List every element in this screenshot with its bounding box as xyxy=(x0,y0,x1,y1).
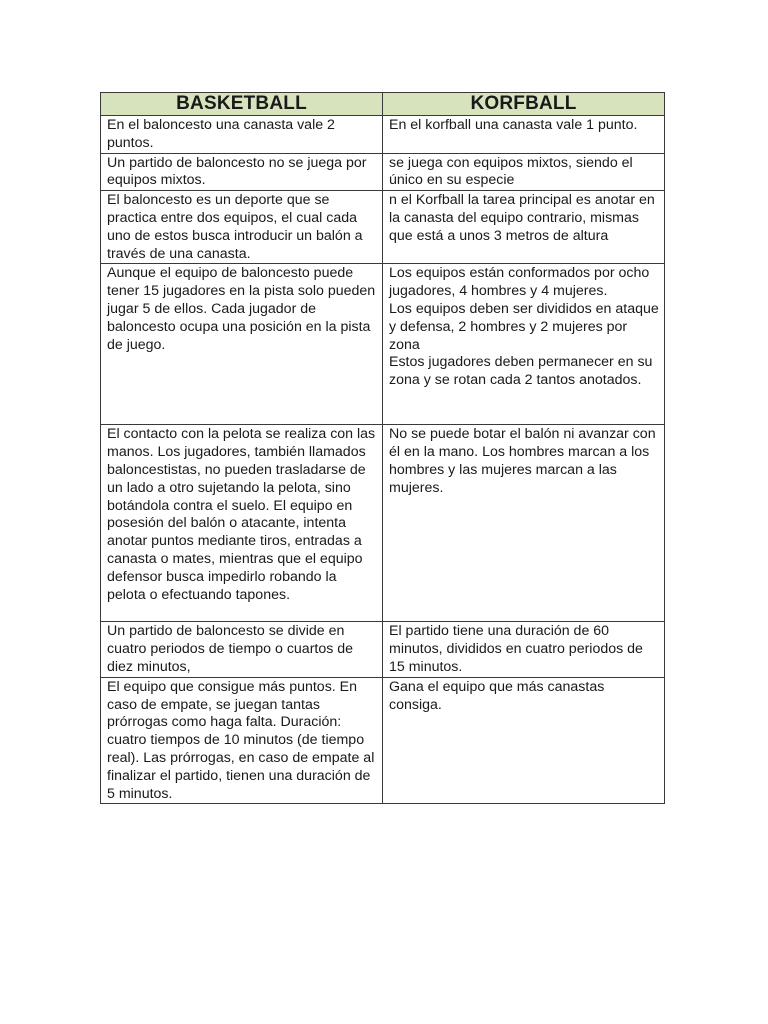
table-row xyxy=(101,622,665,677)
table-row xyxy=(101,191,665,264)
korfball-cell: No se puede botar el balón ni avanzar con él en la mano. Los hombres marcan a los hombres y las mujeres marcan a las mujeres. xyxy=(383,425,665,622)
basketball-cell: Aunque el equipo de baloncesto puede tener 15 jugadores en la pista solo pueden jugar 5 de ellos. Cada jugador de baloncesto ocupa una posición en la pista de juego. xyxy=(101,264,383,425)
table-row xyxy=(101,116,665,154)
header-row xyxy=(101,93,665,116)
table-row xyxy=(101,425,665,622)
header-basketball: BASKETBALL xyxy=(101,93,383,116)
table-row xyxy=(101,677,665,804)
basketball-cell: El baloncesto es un deporte que se practica entre dos equipos, el cual cada uno de estos busca introducir un balón a través de una canasta. xyxy=(101,191,383,264)
basketball-cell: El equipo que consigue más puntos. En caso de empate, se juegan tantas prórrogas como haga falta. Duración: cuatro tiempos de 10 minutos (de tiempo real). Las prórrogas, en caso de empate al finalizar el partido, tienen una duración de 5 minutos. xyxy=(101,677,383,804)
basketball-cell: Un partido de baloncesto no se juega por equipos mixtos. xyxy=(101,153,383,191)
table-row xyxy=(101,264,665,425)
korfball-cell: Gana el equipo que más canastas consiga. xyxy=(383,677,665,804)
header-korfball: KORFBALL xyxy=(383,93,665,116)
korfball-cell: n el Korfball la tarea principal es anotar en la canasta del equipo contrario, mismas que está a unos 3 metros de altura xyxy=(383,191,665,264)
table-row xyxy=(101,153,665,191)
comparison-table xyxy=(100,92,665,804)
korfball-cell: Los equipos están conformados por ocho jugadores, 4 hombres y 4 mujeres. Los equipos deben ser divididos en ataque y defensa, 2 hombres y 2 mujeres por zona Estos jugadores deben permanecer en su zona y se rotan cada 2 tantos anotados. xyxy=(383,264,665,425)
basketball-cell: Un partido de baloncesto se divide en cuatro periodos de tiempo o cuartos de diez minutos, xyxy=(101,622,383,677)
korfball-cell: se juega con equipos mixtos, siendo el único en su especie xyxy=(383,153,665,191)
korfball-cell: En el korfball una canasta vale 1 punto. xyxy=(383,116,665,154)
basketball-cell: El contacto con la pelota se realiza con las manos. Los jugadores, también llamados baloncestistas, no pueden trasladarse de un lado a otro sujetando la pelota, sino botándola contra el suelo. El equipo en posesión del balón o atacante, intenta anotar puntos mediante tiros, entradas a canasta o mates, mientras que el equipo defensor busca impedirlo robando la pelota o efectuando tapones. xyxy=(101,425,383,622)
basketball-cell: En el baloncesto una canasta vale 2 puntos. xyxy=(101,116,383,154)
korfball-cell: El partido tiene una duración de 60 minutos, divididos en cuatro periodos de 15 minutos. xyxy=(383,622,665,677)
